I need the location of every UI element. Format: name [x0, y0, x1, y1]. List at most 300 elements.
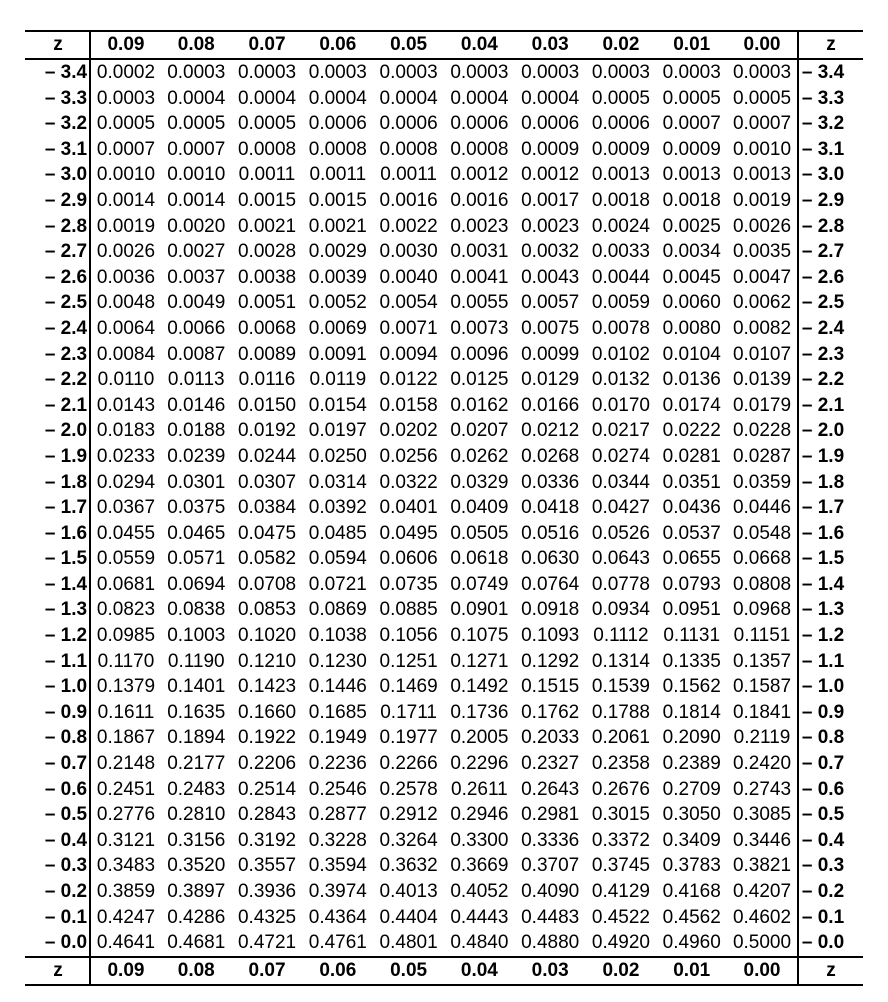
table-cell: 0.0166: [521, 394, 580, 416]
table-cell: 0.4247: [96, 906, 156, 928]
row-z-label-right: – 0.9: [798, 700, 863, 726]
table-cell: 0.0068: [237, 317, 297, 339]
table-row: [25, 495, 863, 521]
table-cell: 0.0038: [237, 266, 297, 288]
table-cell: 0.0233: [96, 445, 156, 467]
table-cell: 0.0051: [237, 292, 297, 314]
table-cell: 0.0301: [167, 471, 226, 493]
row-z-label-left: – 2.0: [25, 418, 90, 444]
row-z-label-left: – 3.2: [25, 111, 90, 137]
table-cell: 0.1075: [450, 625, 509, 647]
table-cell: 0.4325: [237, 906, 297, 928]
row-z-label-left: – 3.1: [25, 137, 90, 163]
table-cell: 0.0162: [450, 394, 509, 416]
table-cell: 0.0885: [379, 599, 438, 621]
row-z-label-right: – 2.9: [798, 188, 863, 214]
table-cell: 0.1112: [593, 625, 649, 647]
table-cell: 0.0287: [732, 445, 792, 467]
table-cell: 0.2090: [662, 727, 721, 749]
table-cell: 0.2810: [167, 804, 226, 826]
row-z-label-left: – 0.4: [25, 828, 90, 854]
table-cell: 0.4168: [662, 881, 721, 902]
table-cell: 0.0003: [96, 87, 156, 109]
table-cell: 0.0367: [96, 497, 156, 519]
table-cell: 0.3156: [167, 829, 226, 851]
table-cell: 0.2327: [521, 753, 580, 775]
table-cell: 0.0008: [450, 138, 509, 160]
table-cell: 0.2981: [521, 804, 580, 826]
table-cell: 0.1635: [167, 701, 226, 723]
table-cell: 0.4880: [521, 932, 580, 954]
table-row: [25, 853, 863, 879]
table-cell: 0.3859: [96, 881, 156, 902]
table-cell: 0.0023: [521, 215, 580, 237]
row-z-label-right: – 1.6: [798, 521, 863, 547]
table-cell: 0.1170: [97, 650, 155, 672]
footer-col-0.08: 0.08: [177, 959, 215, 981]
table-row: [25, 879, 863, 905]
table-cell: 0.0060: [662, 292, 721, 314]
table-cell: 0.0150: [237, 394, 297, 416]
footer-col-0.05: 0.05: [390, 959, 428, 981]
table-cell: 0.0004: [521, 87, 580, 109]
table-cell: 0.0017: [521, 189, 580, 211]
footer-col-0.00: 0.00: [743, 959, 781, 981]
table-cell: 0.0375: [167, 497, 226, 519]
table-row: [25, 444, 863, 470]
table-cell: 0.0735: [379, 573, 438, 595]
table-cell: 0.3409: [662, 829, 721, 851]
row-z-label-left: – 1.4: [25, 572, 90, 598]
table-cell: 0.4801: [379, 932, 438, 954]
table-cell: 0.0048: [96, 292, 156, 314]
table-cell: 0.2676: [591, 778, 650, 800]
table-cell: 0.3050: [662, 804, 721, 826]
table-cell: 0.3745: [591, 855, 650, 877]
table-cell: 0.0139: [732, 369, 792, 391]
table-cell: 0.0559: [96, 548, 156, 570]
row-z-label-left: – 0.3: [25, 853, 90, 879]
table-cell: 0.0228: [732, 420, 792, 442]
table-row: [25, 162, 863, 188]
row-z-label-right: – 0.3: [798, 853, 863, 879]
table-cell: 0.0143: [96, 394, 156, 416]
header-col-0.07: 0.07: [248, 34, 286, 55]
table-cell: 0.0004: [167, 87, 226, 109]
table-cell: 0.0526: [591, 522, 650, 544]
table-cell: 0.0003: [450, 62, 509, 83]
z-table: [25, 30, 863, 986]
row-z-label-left: – 2.1: [25, 393, 90, 419]
table-cell: 0.0344: [591, 471, 650, 493]
table-cell: 0.0019: [732, 189, 792, 211]
table-cell: 0.0025: [662, 215, 721, 237]
table-cell: 0.0113: [167, 369, 225, 391]
table-cell: 0.0116: [238, 369, 296, 391]
table-cell: 0.3483: [96, 855, 156, 877]
row-z-label-right: – 1.7: [798, 495, 863, 521]
table-cell: 0.0099: [521, 343, 580, 365]
table-cell: 0.1562: [662, 676, 721, 698]
table-cell: 0.0016: [450, 189, 509, 211]
footer-row: [25, 957, 863, 985]
table-cell: 0.0005: [591, 87, 650, 109]
row-z-label-right: – 0.4: [798, 828, 863, 854]
row-z-label-right: – 3.0: [798, 162, 863, 188]
row-z-label-left: – 1.9: [25, 444, 90, 470]
table-cell: 0.0030: [379, 241, 438, 263]
table-cell: 0.2296: [450, 753, 509, 775]
table-cell: 0.1611: [97, 701, 155, 723]
table-cell: 0.1230: [308, 650, 367, 672]
table-cell: 0.0183: [96, 420, 156, 442]
table-cell: 0.0005: [732, 87, 792, 109]
table-row: [25, 239, 863, 265]
table-cell: 0.0015: [237, 189, 297, 211]
table-row: [25, 367, 863, 393]
table-cell: 0.1685: [308, 701, 367, 723]
table-cell: 0.1292: [521, 650, 580, 672]
row-z-label-right: – 1.4: [798, 572, 863, 598]
table-cell: 0.4721: [237, 932, 297, 954]
table-cell: 0.0008: [379, 138, 438, 160]
table-cell: 0.0721: [308, 573, 367, 595]
table-cell: 0.0594: [308, 548, 367, 570]
row-z-label-right: – 0.7: [798, 751, 863, 777]
table-cell: 0.0041: [450, 266, 509, 288]
table-cell: 0.2578: [379, 778, 438, 800]
row-z-label-left: – 1.5: [25, 546, 90, 572]
table-cell: 0.2148: [96, 753, 156, 775]
table-cell: 0.1539: [591, 676, 650, 698]
table-cell: 0.0010: [167, 164, 226, 186]
table-cell: 0.0044: [591, 266, 650, 288]
header-col-0.04: 0.04: [460, 34, 498, 55]
row-z-label-right: – 1.5: [798, 546, 863, 572]
table-cell: 0.4364: [308, 906, 367, 928]
table-cell: 0.0031: [450, 241, 509, 263]
table-row: [25, 111, 863, 137]
table-row: [25, 86, 863, 112]
table-cell: 0.0212: [521, 420, 580, 442]
table-cell: 0.0655: [662, 548, 721, 570]
table-cell: 0.1423: [237, 676, 297, 698]
table-cell: 0.0004: [237, 87, 297, 109]
table-cell: 0.0057: [521, 292, 580, 314]
row-z-label-left: – 1.7: [25, 495, 90, 521]
table-cell: 0.0618: [450, 548, 509, 570]
table-row: [25, 342, 863, 368]
table-cell: 0.0606: [379, 548, 438, 570]
table-cell: 0.0064: [96, 317, 156, 339]
table-cell: 0.0985: [96, 625, 156, 647]
table-cell: 0.0322: [379, 471, 438, 493]
table-cell: 0.0020: [167, 215, 226, 237]
table-cell: 0.1003: [167, 625, 226, 647]
table-row: [25, 188, 863, 214]
table-cell: 0.1736: [450, 701, 509, 723]
table-cell: 0.1210: [237, 650, 297, 672]
row-z-label-right: – 1.2: [798, 623, 863, 649]
row-z-label-left: – 0.5: [25, 802, 90, 828]
table-cell: 0.4129: [591, 881, 650, 902]
table-cell: 0.0009: [662, 138, 721, 160]
row-z-label-right: – 2.0: [798, 418, 863, 444]
table-cell: 0.2483: [167, 778, 226, 800]
header-col-0.09: 0.09: [107, 34, 145, 55]
table-cell: 0.4090: [521, 881, 580, 902]
table-cell: 0.1492: [450, 676, 509, 698]
table-cell: 0.0078: [591, 317, 650, 339]
table-cell: 0.0643: [591, 548, 650, 570]
table-cell: 0.3821: [732, 855, 792, 877]
table-cell: 0.0011: [380, 164, 437, 186]
table-cell: 0.0002: [96, 62, 156, 83]
row-z-label-right: – 0.2: [798, 879, 863, 905]
table-row: [25, 393, 863, 419]
table-cell: 0.0681: [96, 573, 156, 595]
table-cell: 0.0066: [167, 317, 226, 339]
table-cell: 0.4443: [450, 906, 509, 928]
table-cell: 0.3669: [450, 855, 509, 877]
table-cell: 0.0170: [591, 394, 650, 416]
table-cell: 0.0055: [450, 292, 509, 314]
table-cell: 0.0132: [591, 369, 650, 391]
table-cell: 0.0537: [662, 522, 721, 544]
table-cell: 0.0045: [662, 266, 721, 288]
table-cell: 0.0004: [450, 87, 509, 109]
table-cell: 0.0003: [591, 62, 650, 83]
table-cell: 0.0582: [237, 548, 297, 570]
table-cell: 0.0008: [308, 138, 367, 160]
table-cell: 0.0027: [167, 241, 226, 263]
table-cell: 0.0110: [97, 369, 155, 391]
table-body: [25, 59, 863, 957]
table-cell: 0.0336: [521, 471, 580, 493]
table-cell: 0.2877: [308, 804, 367, 826]
header-z-right: z: [798, 31, 863, 59]
table-cell: 0.0039: [308, 266, 367, 288]
table-cell: 0.0418: [521, 497, 580, 519]
footer-col-0.06: 0.06: [319, 959, 357, 981]
table-cell: 0.0012: [521, 164, 580, 186]
table-row: [25, 725, 863, 751]
header-col-0.02: 0.02: [602, 34, 640, 55]
table-cell: 0.4207: [732, 881, 792, 902]
footer-col-0.07: 0.07: [248, 959, 286, 981]
row-z-label-left: – 0.7: [25, 751, 90, 777]
table-cell: 0.2451: [96, 778, 156, 800]
table-cell: 0.0003: [237, 62, 297, 83]
table-cell: 0.0004: [308, 87, 367, 109]
row-z-label-right: – 1.9: [798, 444, 863, 470]
table-cell: 0.1894: [167, 727, 226, 749]
table-cell: 0.0436: [662, 497, 721, 519]
row-z-label-left: – 2.9: [25, 188, 90, 214]
table-cell: 0.0015: [308, 189, 367, 211]
footer-col-0.01: 0.01: [673, 959, 711, 981]
table-cell: 0.0808: [732, 573, 792, 595]
table-row: [25, 777, 863, 803]
table-cell: 0.0778: [591, 573, 650, 595]
table-row: [25, 828, 863, 854]
table-cell: 0.0516: [521, 522, 580, 544]
table-cell: 0.1020: [237, 625, 297, 647]
table-cell: 0.0222: [662, 420, 721, 442]
header-col-0.03: 0.03: [531, 34, 569, 55]
table-cell: 0.4052: [450, 881, 509, 902]
table-cell: 0.0005: [237, 113, 297, 135]
table-cell: 0.2611: [451, 778, 508, 800]
table-cell: 0.4013: [379, 881, 438, 902]
table-row: [25, 59, 863, 86]
row-z-label-left: – 1.1: [25, 649, 90, 675]
table-cell: 0.2643: [521, 778, 580, 800]
row-z-label-left: – 3.3: [25, 86, 90, 112]
table-cell: 0.0125: [450, 369, 509, 391]
table-cell: 0.2358: [591, 753, 650, 775]
table-cell: 0.3300: [450, 829, 509, 851]
table-cell: 0.0192: [237, 420, 297, 442]
table-cell: 0.0006: [521, 113, 580, 135]
footer-col-0.04: 0.04: [460, 959, 498, 981]
table-cell: 0.0427: [591, 497, 650, 519]
table-cell: 0.4761: [308, 932, 367, 954]
table-cell: 0.0037: [167, 266, 226, 288]
table-cell: 0.2266: [379, 753, 438, 775]
table-cell: 0.0003: [379, 62, 438, 83]
table-cell: 0.1314: [591, 650, 650, 672]
table-cell: 0.0294: [96, 471, 156, 493]
table-cell: 0.0094: [379, 343, 438, 365]
table-cell: 0.2776: [96, 804, 156, 826]
table-cell: 0.3520: [167, 855, 226, 877]
table-cell: 0.2033: [521, 727, 580, 749]
table-cell: 0.0823: [96, 599, 156, 621]
table-row: [25, 674, 863, 700]
table-cell: 0.1251: [379, 650, 438, 672]
table-cell: 0.0003: [521, 62, 580, 83]
table-cell: 0.0146: [167, 394, 226, 416]
table-cell: 0.0073: [450, 317, 509, 339]
row-z-label-right: – 1.0: [798, 674, 863, 700]
table-cell: 0.0207: [450, 420, 509, 442]
table-cell: 0.0122: [379, 369, 438, 391]
table-cell: 0.0274: [591, 445, 650, 467]
table-cell: 0.0024: [591, 215, 650, 237]
table-cell: 0.0392: [308, 497, 367, 519]
table-cell: 0.0764: [521, 573, 580, 595]
row-z-label-left: – 0.8: [25, 725, 90, 751]
row-z-label-right: – 2.3: [798, 342, 863, 368]
table-cell: 0.0084: [96, 343, 156, 365]
row-z-label-right: – 1.1: [798, 649, 863, 675]
table-cell: 0.0032: [521, 241, 580, 263]
table-cell: 0.0089: [237, 343, 297, 365]
table-cell: 0.3192: [237, 829, 297, 851]
row-z-label-left: – 0.0: [25, 930, 90, 957]
table-cell: 0.0694: [167, 573, 226, 595]
table-row: [25, 546, 863, 572]
table-cell: 0.2514: [237, 778, 297, 800]
table-cell: 0.0075: [521, 317, 580, 339]
table-row: [25, 597, 863, 623]
table-cell: 0.0013: [662, 164, 721, 186]
table-cell: 0.0003: [732, 62, 792, 83]
table-cell: 0.2743: [732, 778, 792, 800]
table-cell: 0.0250: [308, 445, 367, 467]
table-cell: 0.2061: [591, 727, 650, 749]
row-z-label-left: – 2.8: [25, 214, 90, 240]
table-cell: 0.1056: [379, 625, 438, 647]
table-row: [25, 700, 863, 726]
header-col-0.06: 0.06: [319, 34, 357, 55]
table-cell: 0.3372: [591, 829, 650, 851]
table-cell: 0.3557: [237, 855, 297, 877]
table-row: [25, 649, 863, 675]
table-cell: 0.0004: [379, 87, 438, 109]
row-z-label-right: – 0.8: [798, 725, 863, 751]
row-z-label-left: – 2.4: [25, 316, 90, 342]
footer-col-0.09: 0.09: [107, 959, 145, 981]
table-cell: 0.0014: [96, 189, 156, 211]
table-cell: 0.0314: [308, 471, 367, 493]
table-cell: 0.0069: [308, 317, 367, 339]
table-cell: 0.1587: [732, 676, 792, 698]
table-cell: 0.1660: [237, 701, 297, 723]
table-cell: 0.0262: [450, 445, 509, 467]
table-cell: 0.2177: [167, 753, 226, 775]
table-cell: 0.0012: [450, 164, 509, 186]
table-cell: 0.0021: [308, 215, 367, 237]
row-z-label-left: – 2.6: [25, 265, 90, 291]
table-cell: 0.0007: [167, 138, 226, 160]
table-cell: 0.0062: [732, 292, 792, 314]
row-z-label-left: – 2.2: [25, 367, 90, 393]
table-cell: 0.0307: [237, 471, 297, 493]
table-cell: 0.3085: [732, 804, 792, 826]
row-z-label-right: – 2.6: [798, 265, 863, 291]
table-cell: 0.0869: [308, 599, 367, 621]
row-z-label-right: – 0.6: [798, 777, 863, 803]
table-cell: 0.2709: [662, 778, 721, 800]
table-cell: 0.0018: [591, 189, 650, 211]
table-cell: 0.1379: [96, 676, 156, 698]
table-cell: 0.1038: [308, 625, 367, 647]
table-row: [25, 470, 863, 496]
header-row: [25, 31, 863, 59]
row-z-label-right: – 3.1: [798, 137, 863, 163]
table-cell: 0.3336: [521, 829, 580, 851]
row-z-label-left: – 0.1: [25, 905, 90, 931]
table-row: [25, 623, 863, 649]
table-cell: 0.0202: [379, 420, 438, 442]
table-cell: 0.0446: [732, 497, 792, 519]
table-cell: 0.0007: [96, 138, 156, 160]
table-row: [25, 905, 863, 931]
table-cell: 0.0158: [379, 394, 438, 416]
table-cell: 0.0054: [379, 292, 438, 314]
table-cell: 0.0023: [450, 215, 509, 237]
table-cell: 0.0571: [167, 548, 226, 570]
table-cell: 0.0749: [450, 573, 509, 595]
table-cell: 0.0244: [237, 445, 297, 467]
table-row: [25, 802, 863, 828]
table-cell: 0.0968: [732, 599, 792, 621]
table-cell: 0.0918: [521, 599, 580, 621]
table-cell: 0.0239: [167, 445, 226, 467]
table-cell: 0.0006: [450, 113, 509, 135]
